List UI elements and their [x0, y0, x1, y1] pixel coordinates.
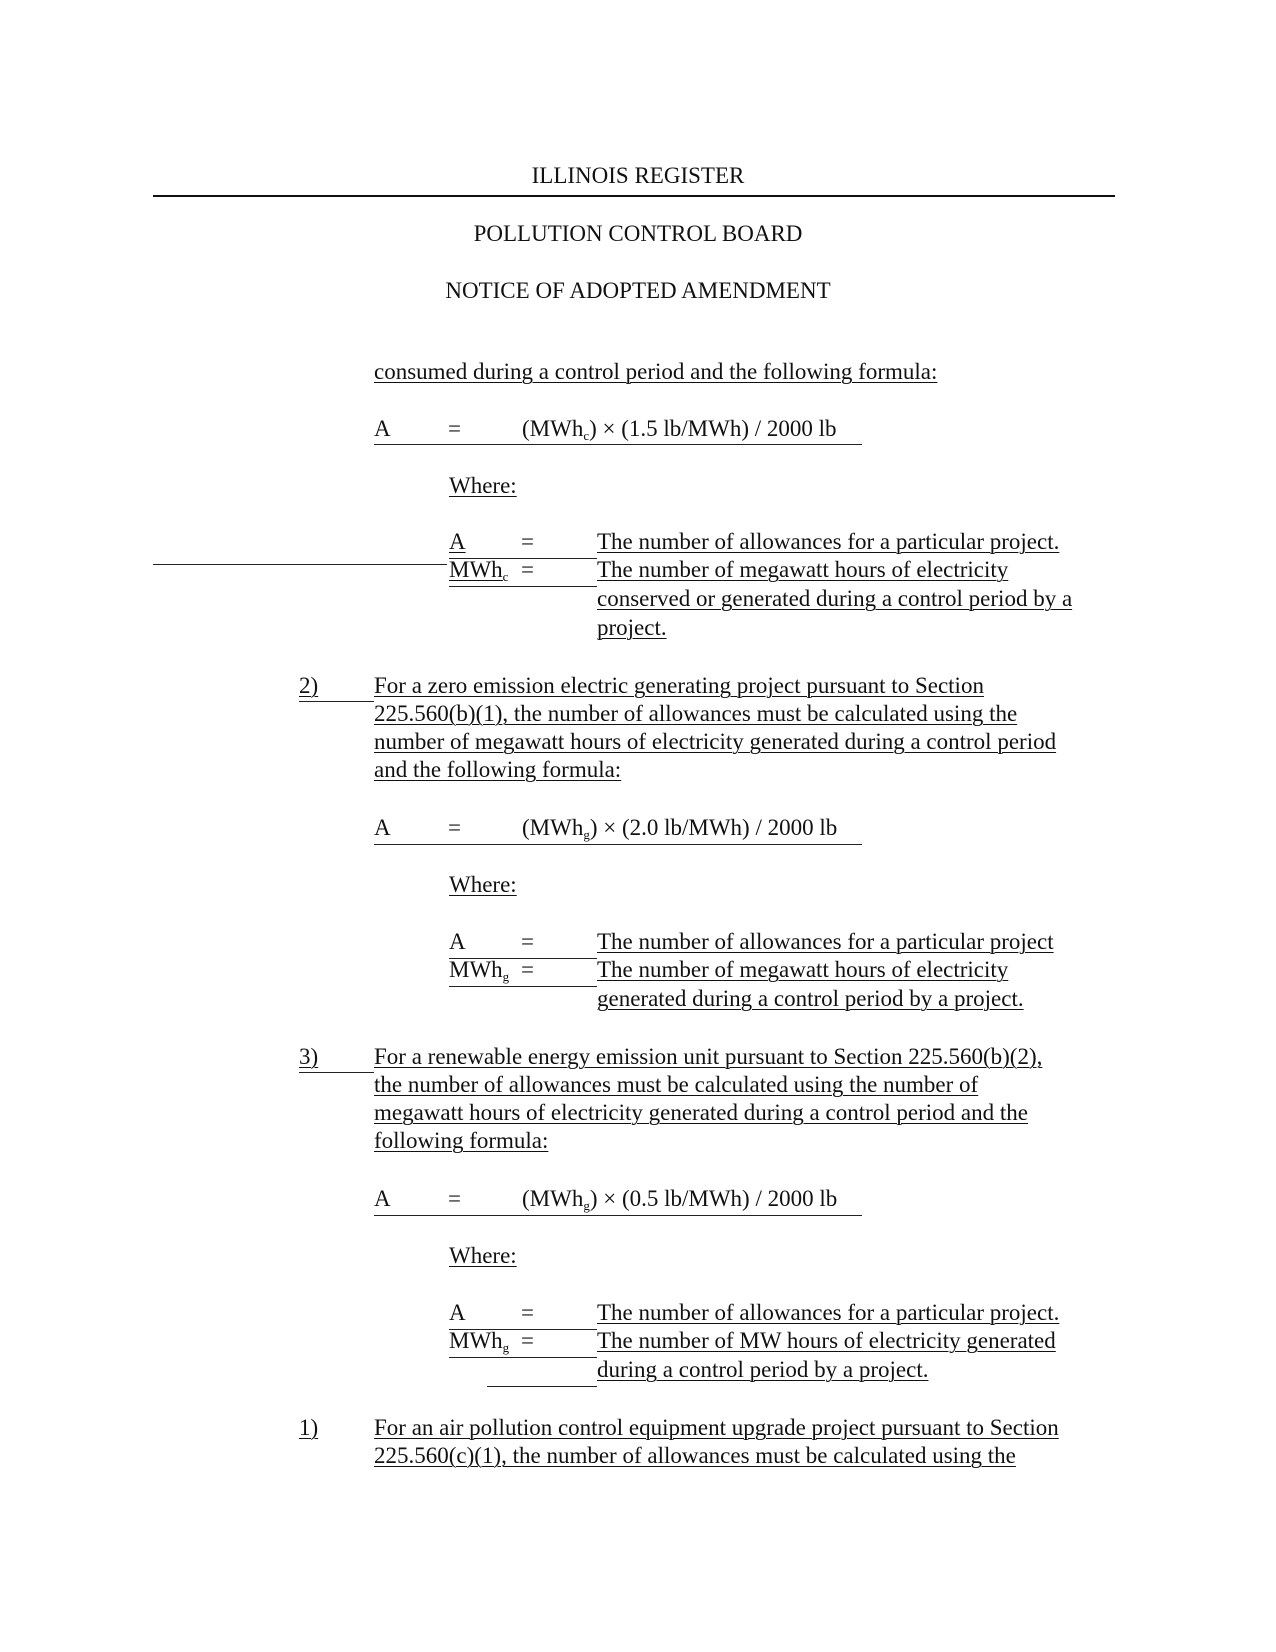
- board-title: POLLUTION CONTROL BOARD: [473, 221, 803, 246]
- formula-eq: =: [448, 416, 461, 441]
- intro-text: consumed during a control period and the following formula:: [374, 359, 938, 384]
- def-text: The number of MW hours of electricity generated: [597, 1328, 1056, 1353]
- document-page: ILLINOIS REGISTER POLLUTION CONTROL BOARD NOTICE OF ADOPTED AMENDMENT consumed during a control period and the following formula: A = (MWh$_c$) × (1.5 lb/MWh) / 2000 lb Where: A = The number of allowances for a particular project. MWh$_c$ = The number of megawatt hours of electricity conserved or generated during a control period by a project. 2) For a zero emission electric generating project pursuant to Section 225.560(b)(1), the number of allowances must be calculated using the number of megawatt hours of electricity generated during a control period and the following formula: A = (MWh$_g$) × (2.0 lb/MWh) / 2000 lb Where: A = The number of allowances for a particular project MWh$_g$ = The number of megawatt hours of electricity generated during a control period by a project. 3) For a renewable energy emission unit pursuant to Section 225.560(b)(2), the number of allowances must be calculated using the number of megawatt hours of electricity generated during a control period and the following formula: A = (MWh$_g$) × (0.5 lb/MWh) / 2000 lb Where: A = The number of allowances for a particular project. MWh$_g$ = The number of MW hours of electricity generated during a control period by a project. 1) For an air pollution control equipment upgrade project pursuant to Section 225.560(c)(1), the number of allowances must be calculated using the: [0, 0, 1276, 1652]
- section-number: 2): [299, 673, 319, 698]
- paragraph-line: 225.560(b)(1), the number of allowances must be calculated using the: [374, 701, 1018, 726]
- def-eq: =: [521, 1328, 534, 1353]
- def-text: The number of megawatt hours of electricity: [597, 557, 1009, 582]
- def-symbol: A: [449, 929, 466, 954]
- paragraph-line: number of megawatt hours of electricity generated during a control period: [374, 729, 1057, 754]
- def-underline: [449, 986, 597, 987]
- def-symbol: MWh$_g$: [449, 957, 510, 984]
- continuation-underline: [487, 1386, 597, 1387]
- def-eq: =: [521, 929, 534, 954]
- paragraph-line: the number of allowances must be calculated using the number of: [374, 1072, 979, 1097]
- def-underline: [449, 1357, 597, 1358]
- formula-underline: [374, 1215, 862, 1216]
- paragraph-line: following formula:: [374, 1128, 549, 1153]
- def-symbol: MWh$_c$: [449, 557, 509, 584]
- formula-underline: [374, 444, 862, 445]
- def-eq: =: [521, 1300, 534, 1325]
- def-text: The number of allowances for a particular project: [597, 929, 1054, 954]
- paragraph-line: For an air pollution control equipment upgrade project pursuant to Section: [374, 1415, 1059, 1440]
- paragraph-line: For a zero emission electric generating project pursuant to Section: [374, 673, 984, 698]
- paragraph-line: and the following formula:: [374, 757, 622, 782]
- notice-title: NOTICE OF ADOPTED AMENDMENT: [445, 278, 831, 303]
- formula-lhs: A: [374, 416, 391, 441]
- def-symbol: A: [449, 529, 466, 554]
- section-number: 3): [299, 1044, 319, 1069]
- def-eq: =: [521, 957, 534, 982]
- paragraph-line: For a renewable energy emission unit pursuant to Section 225.560(b)(2),: [374, 1044, 1043, 1069]
- def-symbol: MWh$_g$: [449, 1328, 510, 1355]
- paragraph-line: megawatt hours of electricity generated during a control period and the: [374, 1100, 1028, 1125]
- def-text: The number of allowances for a particular project.: [597, 529, 1060, 554]
- where-label: Where:: [449, 1243, 517, 1268]
- def-eq: =: [521, 529, 534, 554]
- formula-eq: =: [448, 815, 461, 840]
- def-underline: [449, 586, 597, 587]
- register-title: ILLINOIS REGISTER: [531, 163, 745, 188]
- paragraph-line: 225.560(c)(1), the number of allowances must be calculated using the: [374, 1443, 1016, 1468]
- header-rule: [153, 195, 1115, 197]
- margin-rule: [153, 564, 447, 565]
- formula-lhs: A: [374, 1186, 391, 1211]
- number-underline: [299, 701, 374, 702]
- where-label: Where:: [449, 872, 517, 897]
- def-text: The number of allowances for a particular project.: [597, 1300, 1060, 1325]
- formula-underline: [374, 844, 862, 845]
- def-text: The number of megawatt hours of electricity: [597, 957, 1009, 982]
- def-symbol: A: [449, 1300, 466, 1325]
- def-text: generated during a control period by a project.: [597, 986, 1024, 1011]
- formula-lhs: A: [374, 815, 391, 840]
- def-text: project.: [597, 615, 667, 640]
- def-text: during a control period by a project.: [597, 1357, 929, 1382]
- section-number: 1): [299, 1415, 319, 1440]
- number-underline: [299, 1072, 374, 1073]
- where-label: Where:: [449, 473, 517, 498]
- def-eq: =: [521, 557, 534, 582]
- def-text: conserved or generated during a control period by a: [597, 586, 1073, 611]
- formula-eq: =: [448, 1186, 461, 1211]
